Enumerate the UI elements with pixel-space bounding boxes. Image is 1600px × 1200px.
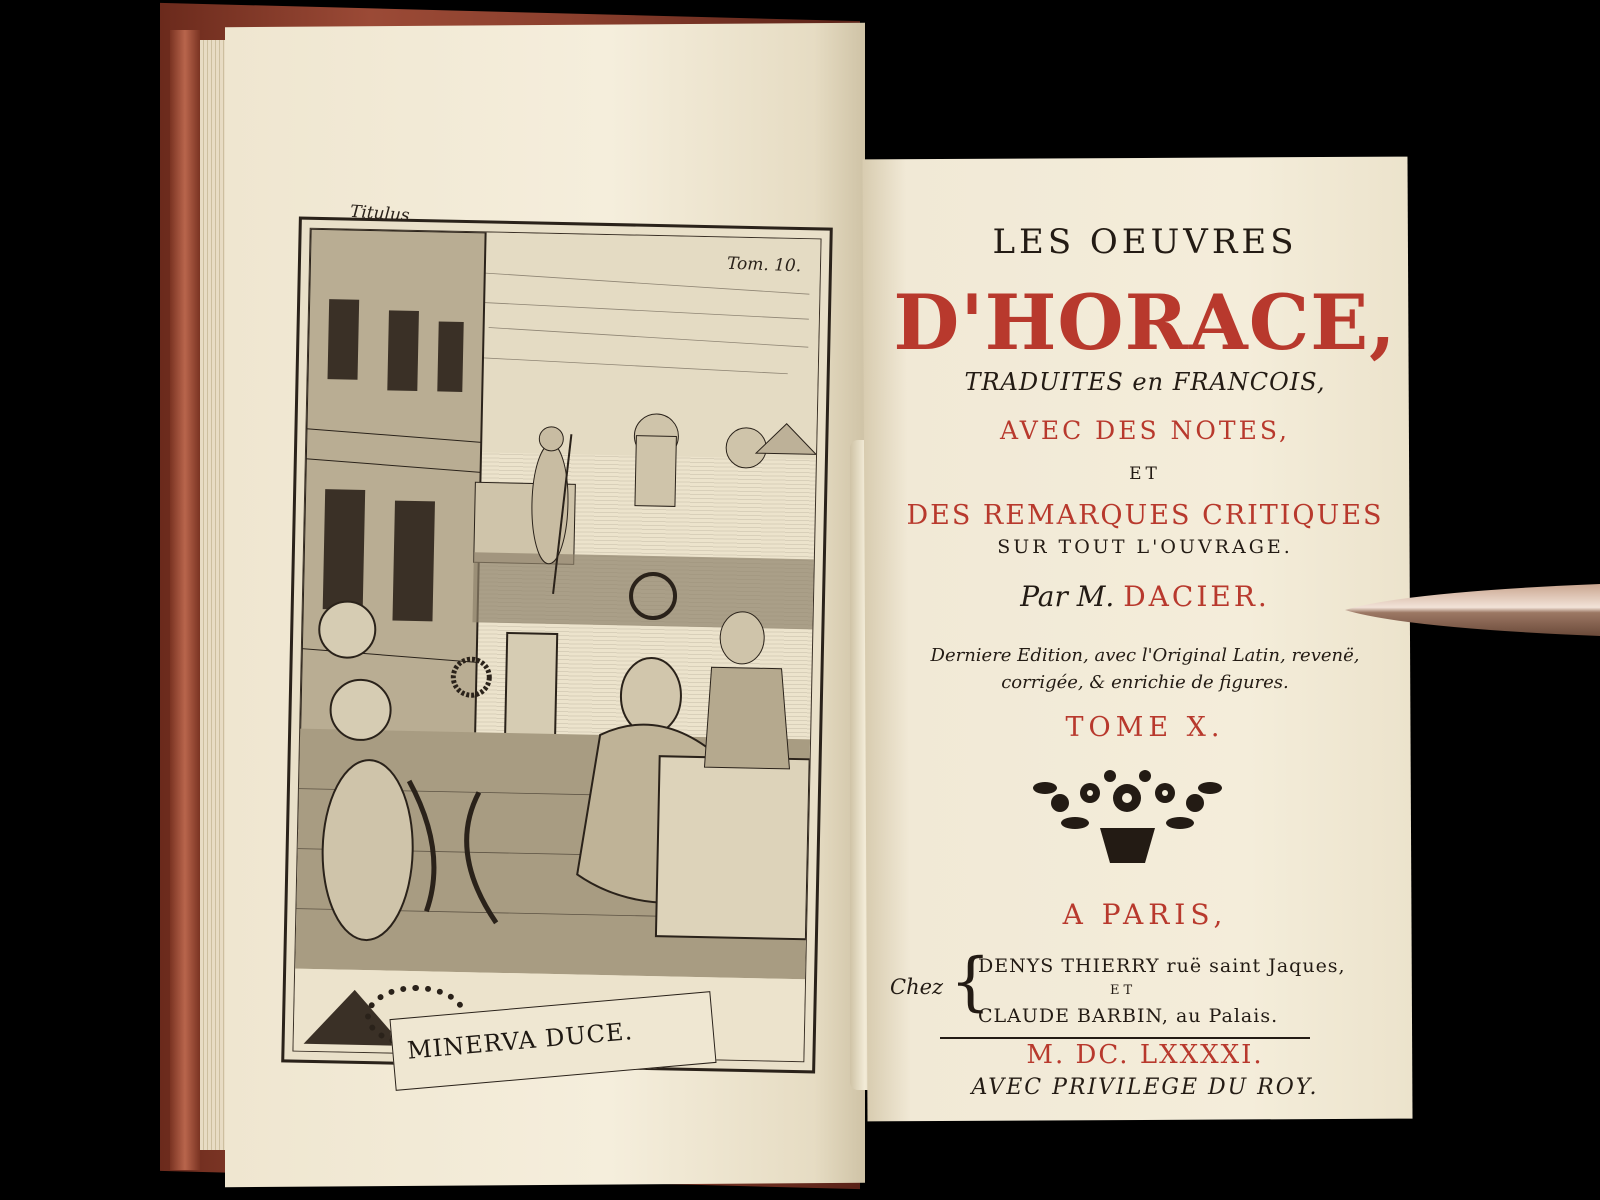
divider-rule bbox=[940, 1037, 1310, 1039]
plate-corner-right: Tom. 10. bbox=[726, 253, 802, 277]
publisher-et: ET bbox=[1110, 983, 1137, 998]
chez-label: Chez bbox=[890, 975, 944, 999]
volume-label: TOME X. bbox=[1065, 712, 1225, 743]
plate-corner-left: Titulus. bbox=[349, 201, 416, 227]
curly-brace-icon: { bbox=[950, 945, 991, 1019]
binding-edge bbox=[170, 30, 200, 1170]
publisher-1: DENYS THIERRY ruë saint Jaques, bbox=[978, 955, 1346, 977]
author-line bbox=[875, 580, 1415, 613]
edition-line-1: Derniere Edition, avec l'Original Latin, revenë, bbox=[930, 645, 1360, 666]
title-line-1: LES OEUVRES bbox=[992, 222, 1298, 262]
edition-line-2: corrigée, & enrichie de figures. bbox=[1001, 672, 1289, 693]
letter-opener-blade-icon bbox=[1345, 580, 1600, 640]
title-line-2: D'HORACE, bbox=[893, 278, 1397, 367]
city-line: A PARIS, bbox=[1062, 898, 1228, 931]
motto-text: MINERVA DUCE. bbox=[406, 1017, 635, 1065]
engraving-illustration bbox=[293, 229, 820, 1062]
title-line-3: TRADUITES en FRANCOIS, bbox=[964, 368, 1326, 396]
publisher-2: CLAUDE BARBIN, au Palais. bbox=[978, 1005, 1279, 1027]
title-line-4: AVEC DES NOTES, bbox=[999, 416, 1291, 445]
author-prefix: Par M. bbox=[1020, 580, 1115, 613]
flower-basket-ornament-icon bbox=[1030, 768, 1225, 868]
engraved-plate bbox=[281, 217, 833, 1074]
title-line-6: DES REMARQUES CRITIQUES bbox=[906, 500, 1384, 531]
year-line: M. DC. LXXXXI. bbox=[1026, 1040, 1264, 1070]
privilege-line: AVEC PRIVILEGE DU ROY. bbox=[971, 1075, 1319, 1100]
title-line-7: SUR TOUT L'OUVRAGE. bbox=[997, 536, 1293, 558]
author-name: DACIER. bbox=[1123, 580, 1270, 613]
title-line-5: ET bbox=[1129, 464, 1161, 484]
